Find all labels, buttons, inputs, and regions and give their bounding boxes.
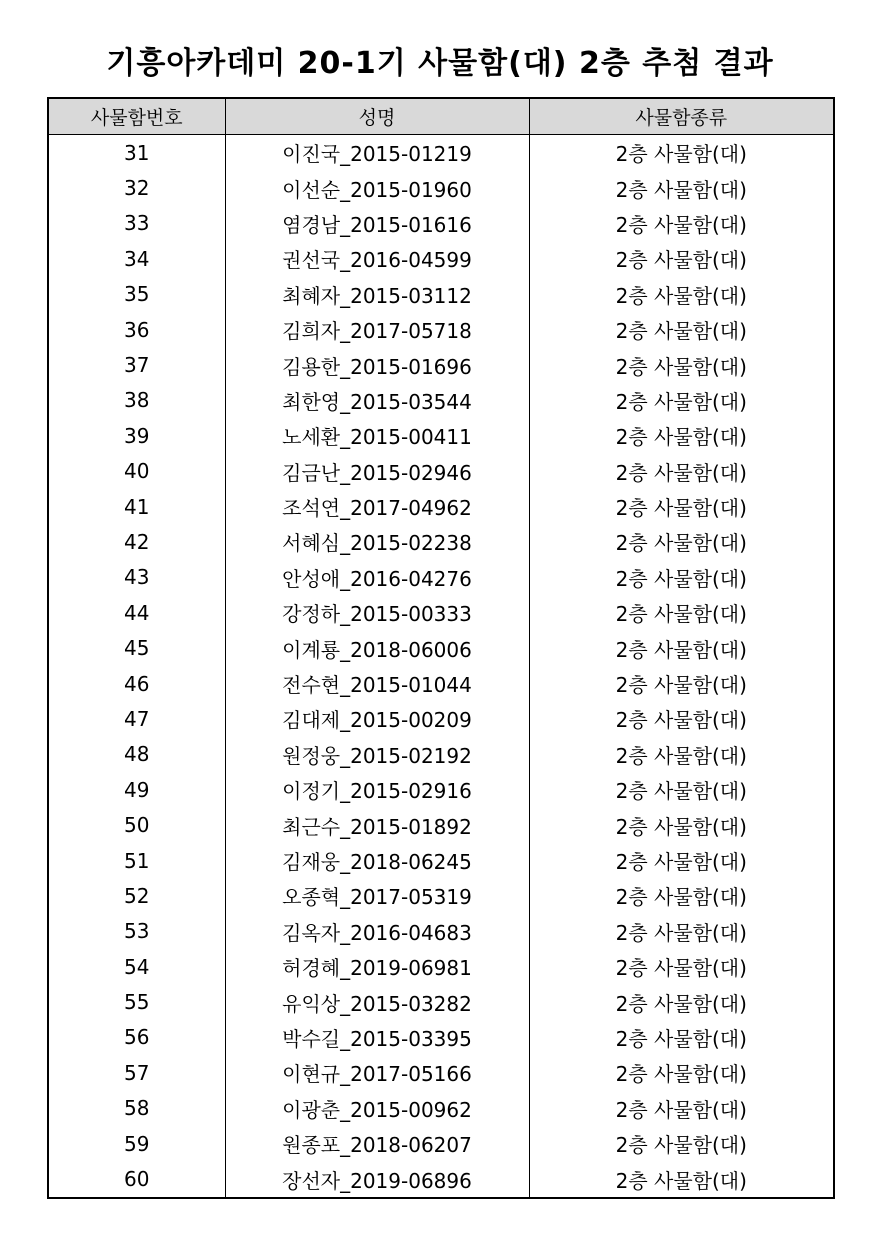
cell-locker-number: 36 [48,312,225,347]
cell-locker-type: 2층 사물함(대) [529,737,834,772]
cell-locker-number: 37 [48,347,225,382]
cell-locker-number: 55 [48,984,225,1019]
cell-locker-type: 2층 사물함(대) [529,454,834,489]
cell-name: 김옥자_2016-04683 [225,914,529,949]
cell-locker-number: 39 [48,418,225,453]
table-row [48,1091,834,1126]
table-row [48,1020,834,1055]
header-locker-type: 사물함종류 [529,98,834,135]
cell-locker-type: 2층 사물함(대) [529,843,834,878]
table-row [48,524,834,559]
table-row [48,772,834,807]
cell-locker-number: 60 [48,1161,225,1197]
cell-name: 서혜심_2015-02238 [225,524,529,559]
cell-locker-number: 45 [48,630,225,665]
cell-locker-type: 2층 사물함(대) [529,807,834,842]
cell-locker-number: 56 [48,1020,225,1055]
table-header-row [48,98,834,135]
cell-locker-number: 32 [48,170,225,205]
table-row [48,1126,834,1161]
cell-name: 권선국_2016-04599 [225,241,529,276]
table-row [48,843,834,878]
cell-name: 이진국_2015-01219 [225,135,529,171]
cell-locker-type: 2층 사물함(대) [529,1055,834,1090]
table-row [48,807,834,842]
cell-locker-number: 54 [48,949,225,984]
cell-name: 최근수_2015-01892 [225,807,529,842]
cell-name: 김용한_2015-01696 [225,347,529,382]
cell-locker-type: 2층 사물함(대) [529,878,834,913]
cell-locker-number: 58 [48,1091,225,1126]
header-name: 성명 [225,98,529,135]
cell-locker-type: 2층 사물함(대) [529,206,834,241]
cell-locker-type: 2층 사물함(대) [529,949,834,984]
cell-locker-type: 2층 사물함(대) [529,489,834,524]
table-row [48,170,834,205]
cell-locker-number: 31 [48,135,225,171]
cell-name: 김대제_2015-00209 [225,701,529,736]
table-row [48,878,834,913]
cell-name: 최한영_2015-03544 [225,383,529,418]
table-row [48,560,834,595]
cell-name: 유익상_2015-03282 [225,984,529,1019]
cell-locker-type: 2층 사물함(대) [529,312,834,347]
cell-name: 안성애_2016-04276 [225,560,529,595]
cell-locker-type: 2층 사물함(대) [529,1161,834,1197]
table-row [48,1055,834,1090]
table-row [48,949,834,984]
cell-locker-number: 52 [48,878,225,913]
cell-locker-type: 2층 사물함(대) [529,418,834,453]
table-row [48,312,834,347]
cell-locker-type: 2층 사물함(대) [529,666,834,701]
cell-name: 이정기_2015-02916 [225,772,529,807]
cell-name: 허경혜_2019-06981 [225,949,529,984]
document-title: 기흥아카데미 20-1기 사물함(대) 2층 추첨 결과 [106,46,774,81]
cell-locker-number: 34 [48,241,225,276]
cell-locker-type: 2층 사물함(대) [529,701,834,736]
table-row [48,737,834,772]
table-row [48,135,834,171]
table-row [48,984,834,1019]
cell-locker-type: 2층 사물함(대) [529,1126,834,1161]
cell-name: 원종포_2018-06207 [225,1126,529,1161]
cell-locker-number: 35 [48,277,225,312]
cell-locker-number: 51 [48,843,225,878]
cell-locker-number: 46 [48,666,225,701]
table-row [48,489,834,524]
table-row [48,206,834,241]
table-row [48,347,834,382]
cell-locker-type: 2층 사물함(대) [529,595,834,630]
table-row [48,277,834,312]
cell-locker-number: 47 [48,701,225,736]
cell-locker-number: 59 [48,1126,225,1161]
cell-locker-type: 2층 사물함(대) [529,383,834,418]
cell-locker-number: 49 [48,772,225,807]
cell-locker-type: 2층 사물함(대) [529,1020,834,1055]
table-row [48,454,834,489]
cell-locker-type: 2층 사물함(대) [529,914,834,949]
cell-name: 이광춘_2015-00962 [225,1091,529,1126]
table-row [48,383,834,418]
table-row [48,914,834,949]
cell-name: 김재웅_2018-06245 [225,843,529,878]
cell-name: 원정웅_2015-02192 [225,737,529,772]
cell-locker-type: 2층 사물함(대) [529,277,834,312]
cell-name: 오종혁_2017-05319 [225,878,529,913]
cell-name: 노세환_2015-00411 [225,418,529,453]
table-row [48,418,834,453]
cell-name: 조석연_2017-04962 [225,489,529,524]
locker-assignment-table [47,97,835,1199]
cell-locker-type: 2층 사물함(대) [529,135,834,171]
cell-locker-type: 2층 사물함(대) [529,560,834,595]
table-row [48,630,834,665]
cell-name: 장선자_2019-06896 [225,1161,529,1197]
cell-locker-type: 2층 사물함(대) [529,984,834,1019]
cell-locker-type: 2층 사물함(대) [529,1091,834,1126]
cell-name: 염경남_2015-01616 [225,206,529,241]
cell-locker-number: 48 [48,737,225,772]
cell-locker-number: 57 [48,1055,225,1090]
cell-name: 전수현_2015-01044 [225,666,529,701]
cell-locker-number: 38 [48,383,225,418]
table-row [48,595,834,630]
cell-locker-number: 42 [48,524,225,559]
cell-locker-type: 2층 사물함(대) [529,524,834,559]
cell-locker-number: 53 [48,914,225,949]
cell-name: 이계룡_2018-06006 [225,630,529,665]
cell-name: 김금난_2015-02946 [225,454,529,489]
cell-name: 이현규_2017-05166 [225,1055,529,1090]
cell-locker-number: 50 [48,807,225,842]
cell-locker-number: 41 [48,489,225,524]
cell-locker-number: 44 [48,595,225,630]
table-row [48,701,834,736]
cell-locker-number: 40 [48,454,225,489]
cell-name: 강정하_2015-00333 [225,595,529,630]
cell-locker-number: 43 [48,560,225,595]
cell-name: 이선순_2015-01960 [225,170,529,205]
table-body [48,135,834,1198]
cell-locker-type: 2층 사물함(대) [529,347,834,382]
cell-name: 최혜자_2015-03112 [225,277,529,312]
cell-locker-number: 33 [48,206,225,241]
cell-locker-type: 2층 사물함(대) [529,241,834,276]
cell-locker-type: 2층 사물함(대) [529,170,834,205]
cell-name: 김희자_2017-05718 [225,312,529,347]
cell-locker-type: 2층 사물함(대) [529,630,834,665]
cell-name: 박수길_2015-03395 [225,1020,529,1055]
table-row [48,666,834,701]
header-locker-number: 사물함번호 [48,98,225,135]
table-row [48,1161,834,1197]
cell-locker-type: 2층 사물함(대) [529,772,834,807]
table-row [48,241,834,276]
